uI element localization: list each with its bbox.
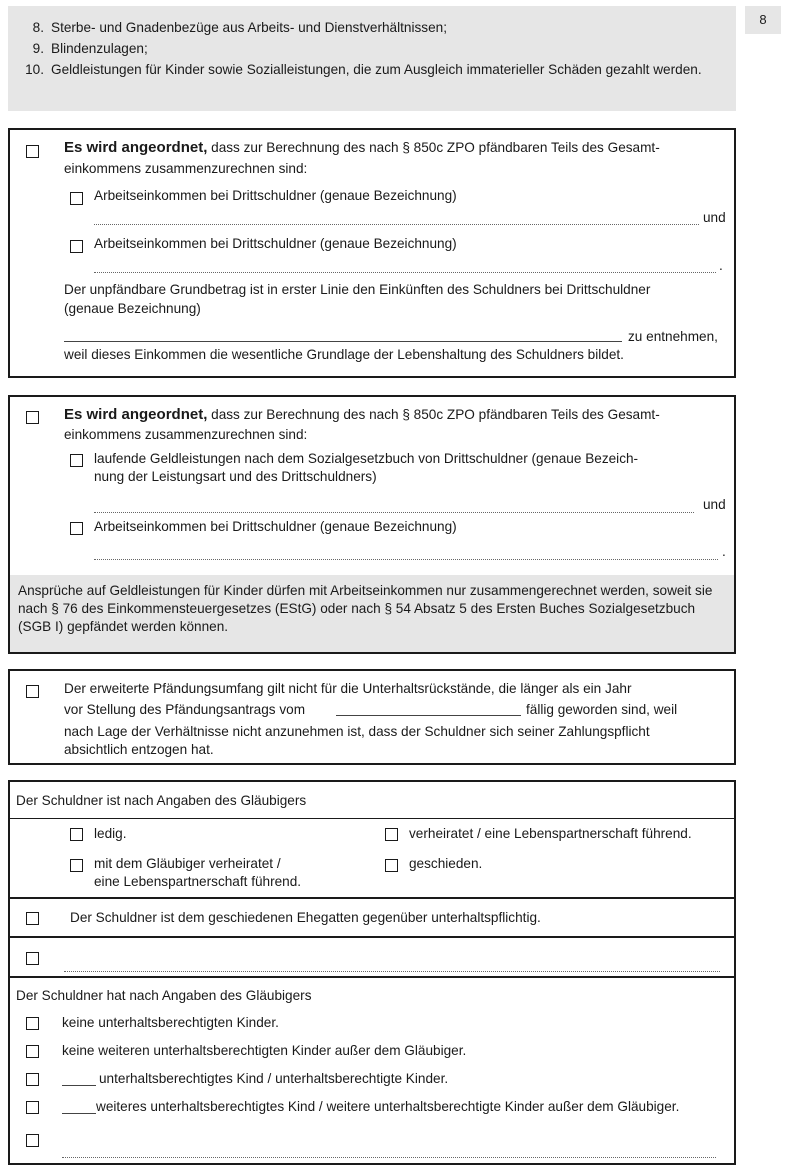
mit-glaeubiger-checkbox[interactable]	[70, 859, 83, 872]
order-2-lead-line2: einkommens zusammenzurechnen sind:	[64, 427, 308, 442]
order-1-opt1-suffix: und	[703, 210, 726, 225]
other-status-checkbox[interactable]	[26, 952, 39, 965]
kinder3-checkbox[interactable]	[26, 1073, 39, 1086]
order-1-lead-line2: einkommens zusammenzurechnen sind:	[64, 161, 308, 176]
order-2-lead-bold: Es wird angeordnet,	[64, 406, 208, 423]
order-2-opt2-field[interactable]	[94, 548, 718, 560]
kinder4-count-field[interactable]	[62, 1100, 96, 1114]
order-2-opt1-checkbox[interactable]	[70, 454, 83, 467]
list-item-number: 9.	[32, 41, 44, 56]
exception-box	[8, 669, 736, 765]
list-item-text: Geldleistungen für Kinder sowie Sozialleistungen, die zum Ausgleich immaterieller Schäden gezahlt werden.	[51, 62, 702, 77]
order-2-opt2-suffix: .	[722, 544, 726, 559]
ledig-label: ledig.	[94, 826, 127, 841]
order-1-opt2-label: Arbeitseinkommen bei Drittschuldner (genaue Bezeichnung)	[94, 236, 457, 251]
order-1-opt1-label: Arbeitseinkommen bei Drittschuldner (genaue Bezeichnung)	[94, 188, 457, 203]
order-1-para-suffix: zu entnehmen,	[628, 329, 718, 344]
order-2-opt1-line1: laufende Geldleistungen nach dem Sozialgesetzbuch von Drittschuldner (genaue Bezeich-	[94, 451, 639, 466]
kinder-other-field[interactable]	[62, 1146, 716, 1158]
order-1-para3: weil dieses Einkommen die wesentliche Grundlage der Lebenshaltung des Schuldners bildet.	[64, 347, 624, 362]
unterhaltspflichtig-label: Der Schuldner ist dem geschiedenen Ehegatten gegenüber unterhaltspflichtig.	[70, 910, 541, 925]
order-box-1	[8, 128, 736, 378]
verheiratet-checkbox[interactable]	[385, 828, 398, 841]
list-item	[8, 40, 726, 58]
list-item-text: Sterbe- und Gnadenbezüge aus Arbeits- und Dienstverhältnissen;	[51, 20, 447, 35]
order-1-opt1-field[interactable]	[94, 213, 699, 225]
order-2-opt2-label: Arbeitseinkommen bei Drittschuldner (genaue Bezeichnung)	[94, 519, 457, 534]
exception-line1: Der erweiterte Pfändungsumfang gilt nicht für die Unterhaltsrückstände, die länger als ein Jahr	[64, 681, 632, 696]
kinder1-checkbox[interactable]	[26, 1017, 39, 1030]
exception-line3: nach Lage der Verhältnisse nicht anzunehmen ist, dass der Schuldner sich seiner Zahlungspflicht	[64, 724, 650, 739]
exception-line4: absichtlich entzogen hat.	[64, 742, 214, 757]
kinder1-label: keine unterhaltsberechtigten Kinder.	[62, 1015, 279, 1030]
list-item-number: 10.	[25, 62, 44, 77]
order-2-opt1-field[interactable]	[94, 501, 694, 513]
order-1-lead	[64, 139, 728, 157]
list-item	[8, 19, 726, 37]
order-2-note: Ansprüche auf Geldleistungen für Kinder dürfen mit Arbeitseinkommen nur zusammengerechnet werden, soweit sie nach § 76 des Einkommensteuergesetzes (EStG) oder nach § 54 Absatz 5 des Ersten Buches Sozialgesetzbuch (SGB I) gepfändet werden können.	[10, 575, 734, 652]
exception-line2-b: fällig geworden sind, weil	[526, 702, 678, 717]
exception-line2-a: vor Stellung des Pfändungsantrags vom	[64, 702, 306, 717]
kinder3-count-field[interactable]	[62, 1072, 96, 1086]
order-1-opt2-suffix: .	[719, 258, 723, 273]
antrag-date-field[interactable]	[336, 702, 521, 716]
order-1-checkbox[interactable]	[26, 145, 39, 158]
list-item	[8, 61, 726, 79]
verheiratet-label: verheiratet / eine Lebenspartnerschaft führend.	[409, 826, 692, 841]
status-box	[8, 780, 736, 1165]
order-1-para2: (genaue Bezeichnung)	[64, 301, 201, 316]
order-2-checkbox[interactable]	[26, 411, 39, 424]
status-header: Der Schuldner ist nach Angaben des Gläubigers	[16, 793, 307, 808]
order-2-opt2-checkbox[interactable]	[70, 522, 83, 535]
order-2-opt1-suffix: und	[703, 497, 726, 512]
order-1-lead-rest: dass zur Berechnung des nach § 850c ZPO pfändbaren Teils des Gesamt-	[207, 140, 660, 155]
page-number: 8	[745, 6, 781, 34]
kinder4-label: weiteres unterhaltsberechtigtes Kind / weitere unterhaltsberechtigte Kinder außer dem Gläubiger.	[96, 1099, 680, 1114]
order-1-para1: Der unpfändbare Grundbetrag ist in erster Linie den Einkünften des Schuldners bei Drittschuldner	[64, 282, 651, 297]
order-1-lead-bold: Es wird angeordnet,	[64, 139, 208, 156]
order-1-opt1-checkbox[interactable]	[70, 192, 83, 205]
top-list	[8, 6, 736, 111]
kinder2-label: keine weiteren unterhaltsberechtigten Kinder außer dem Gläubiger.	[62, 1043, 467, 1058]
order-2-lead-rest: dass zur Berechnung des nach § 850c ZPO pfändbaren Teils des Gesamt-	[207, 407, 660, 422]
geschieden-checkbox[interactable]	[385, 859, 398, 872]
unterhaltspflichtig-checkbox[interactable]	[26, 912, 39, 925]
order-1-para-field[interactable]	[64, 328, 622, 342]
kinder-header: Der Schuldner hat nach Angaben des Gläubigers	[16, 988, 312, 1003]
order-box-2	[8, 395, 736, 654]
order-1-opt2-checkbox[interactable]	[70, 240, 83, 253]
mit-glaeubiger-line1: mit dem Gläubiger verheiratet /	[94, 856, 281, 871]
list-item-number: 8.	[32, 20, 44, 35]
order-1-opt2-field[interactable]	[94, 261, 716, 273]
order-2-lead	[64, 406, 728, 424]
kinder4-checkbox[interactable]	[26, 1101, 39, 1114]
list-item-text: Blindenzulagen;	[51, 41, 148, 56]
kinder2-checkbox[interactable]	[26, 1045, 39, 1058]
ledig-checkbox[interactable]	[70, 828, 83, 841]
exception-checkbox[interactable]	[26, 685, 39, 698]
order-2-opt1-line2: nung der Leistungsart und des Drittschuldners)	[94, 469, 377, 484]
other-status-field[interactable]	[64, 960, 720, 972]
mit-glaeubiger-line2: eine Lebenspartnerschaft führend.	[94, 874, 302, 889]
kinder-other-checkbox[interactable]	[26, 1134, 39, 1147]
geschieden-label: geschieden.	[409, 856, 483, 871]
kinder3-label: unterhaltsberechtigtes Kind / unterhaltsberechtigte Kinder.	[99, 1071, 449, 1086]
